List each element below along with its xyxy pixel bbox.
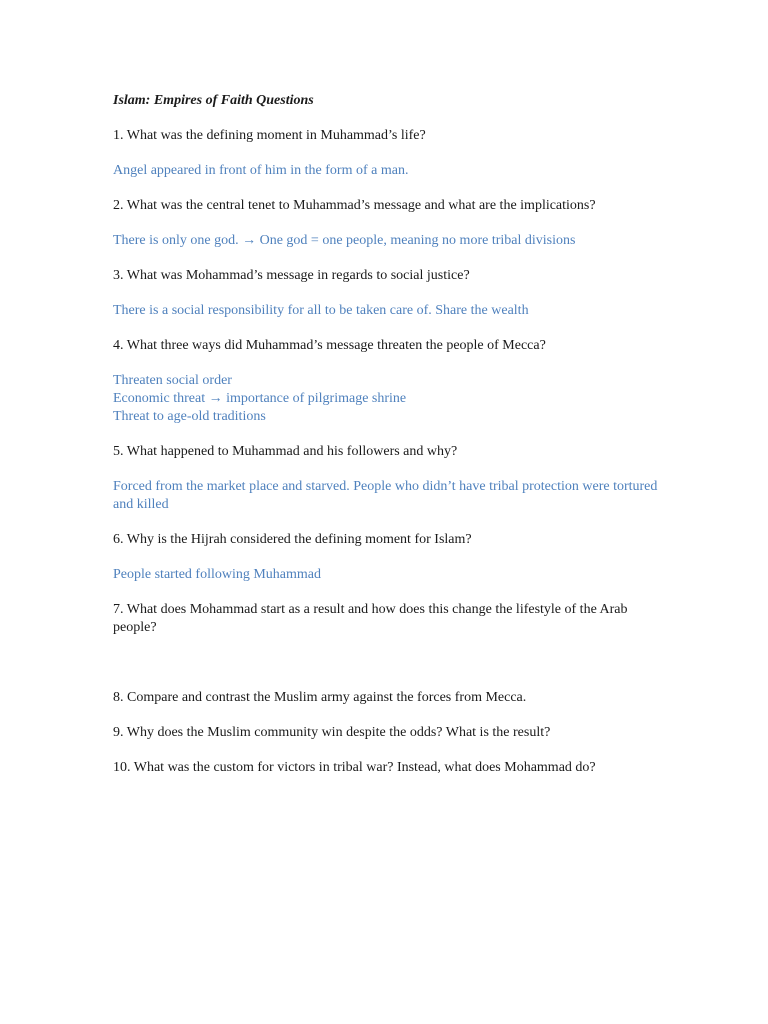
answer-6: People started following Muhammad: [113, 567, 322, 582]
answer-4: [113, 372, 658, 426]
answer-2-part-1: There is only one god.: [113, 233, 239, 248]
right-arrow-icon: →: [208, 391, 223, 406]
answer-1: Angel appeared in front of him in the form of a man.: [113, 163, 409, 178]
document-body: [113, 92, 658, 794]
answer-4-line-2-part-1: Economic threat: [113, 391, 206, 406]
question-8: 8. Compare and contrast the Muslim army against the forces from Mecca.: [113, 690, 527, 705]
answer-4-line-3: Threat to age-old traditions: [113, 409, 266, 424]
answer-4-line-2: [113, 390, 658, 408]
document-title: Islam: Empires of Faith Questions: [113, 93, 314, 108]
answer-4-line-2-part-2: importance of pilgrimage shrine: [226, 391, 407, 406]
question-5: 5. What happened to Muhammad and his followers and why?: [113, 444, 458, 459]
question-4: 4. What three ways did Muhammad’s message threaten the people of Mecca?: [113, 338, 546, 353]
question-7: 7. What does Mohammad start as a result and how does this change the lifestyle of the Arab people?: [113, 602, 628, 635]
answer-4-line-1: Threaten social order: [113, 373, 232, 388]
answer-3: There is a social responsibility for all to be taken care of. Share the wealth: [113, 303, 529, 318]
right-arrow-icon: →: [242, 233, 257, 248]
blank-answer-space: [113, 654, 658, 689]
answer-2: [113, 232, 658, 250]
answer-5: Forced from the market place and starved. People who didn’t have tribal protection were tortured and killed: [113, 479, 658, 512]
question-6: 6. Why is the Hijrah considered the defining moment for Islam?: [113, 532, 472, 547]
question-3: 3. What was Mohammad’s message in regards to social justice?: [113, 268, 470, 283]
question-9: 9. Why does the Muslim community win despite the odds? What is the result?: [113, 725, 551, 740]
answer-2-part-2: One god = one people, meaning no more tribal divisions: [259, 233, 576, 248]
question-10: 10. What was the custom for victors in tribal war? Instead, what does Mohammad do?: [113, 760, 596, 775]
question-1: 1. What was the defining moment in Muhammad’s life?: [113, 128, 426, 143]
question-2: 2. What was the central tenet to Muhammad’s message and what are the implications?: [113, 198, 596, 213]
